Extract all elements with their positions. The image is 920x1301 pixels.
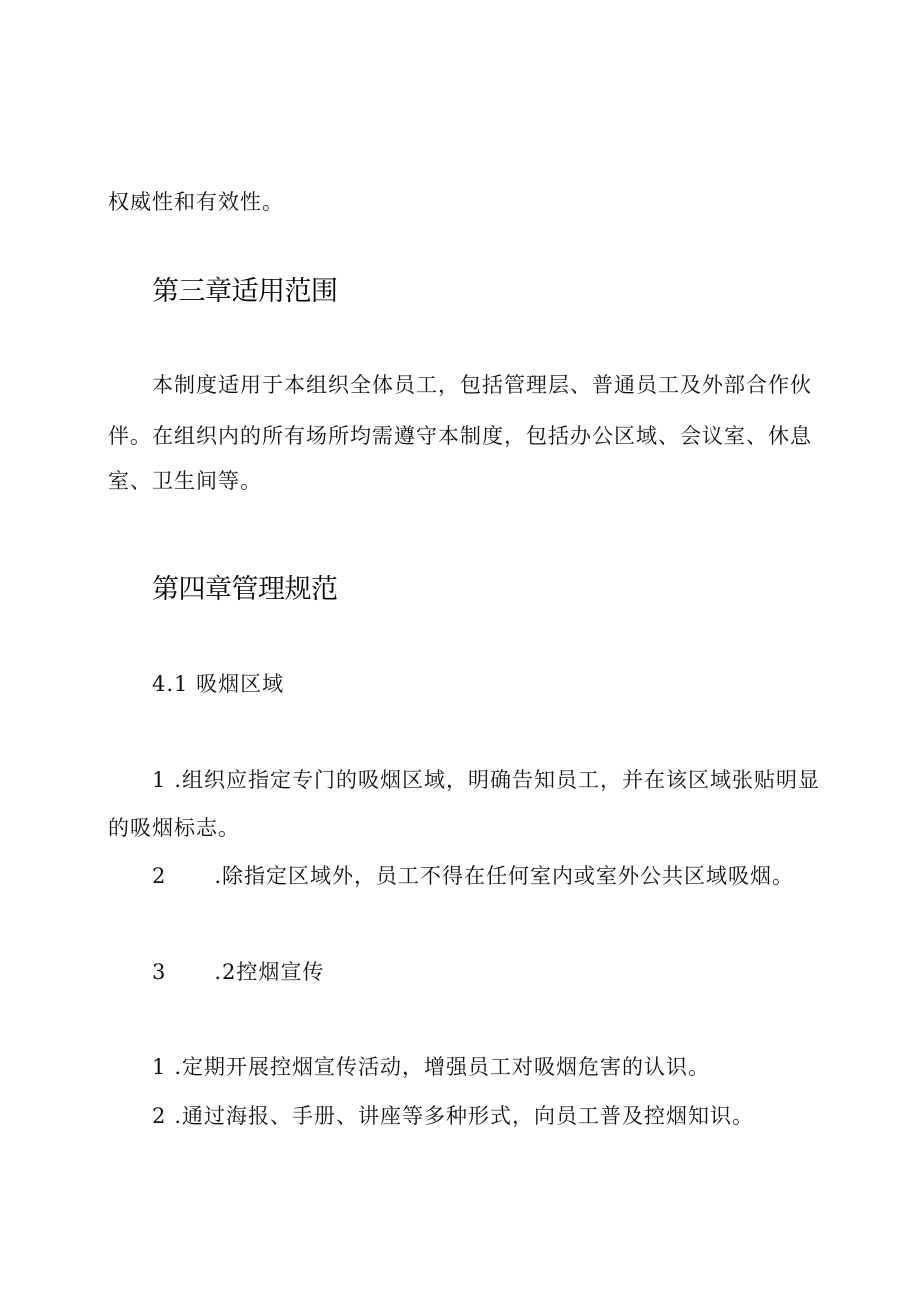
list-item (152, 1101, 754, 1131)
chapter-3-para-line-1: 本制度适用于本组织全体员工，包括管理层、普通员工及外部合作伙 (152, 373, 812, 397)
section-number: 3 (152, 960, 167, 984)
section-4-2-title: .2控烟宣传 (214, 960, 325, 984)
list-item-text: .除指定区域外，员工不得在任何室内或室外公共区域吸烟。 (214, 864, 795, 888)
section-4-1-title: 4.1 吸烟区域 (152, 672, 285, 696)
list-item-number: 1 (152, 1055, 167, 1079)
list-item-text: .通过海报、手册、讲座等多种形式，向员工普及控烟知识。 (174, 1104, 755, 1128)
list-item-text: .组织应指定专门的吸烟区域，明确告知员工，并在该区域张贴明显 (174, 768, 821, 792)
list-item (152, 1052, 710, 1082)
list-item (152, 861, 794, 891)
intro-tail-text: 权威性和有效性。 (108, 190, 284, 214)
chapter-4-title: 第四章管理规范 (152, 574, 338, 605)
list-item-number: 2 (152, 1104, 167, 1128)
list-item-continuation: 的吸烟标志。 (108, 816, 240, 840)
section-4-2-heading (152, 957, 324, 987)
chapter-3-para-line-3: 室、卫生间等。 (108, 469, 262, 493)
chapter-3-title: 第三章适用范围 (152, 276, 338, 307)
list-item-text: .定期开展控烟宣传活动，增强员工对吸烟危害的认识。 (174, 1055, 711, 1079)
list-item-number: 2 (152, 864, 167, 888)
chapter-3-para-line-2: 伴。在组织内的所有场所均需遵守本制度，包括办公区域、会议室、休息 (108, 424, 812, 448)
list-item (152, 765, 820, 795)
list-item-number: 1 (152, 768, 167, 792)
